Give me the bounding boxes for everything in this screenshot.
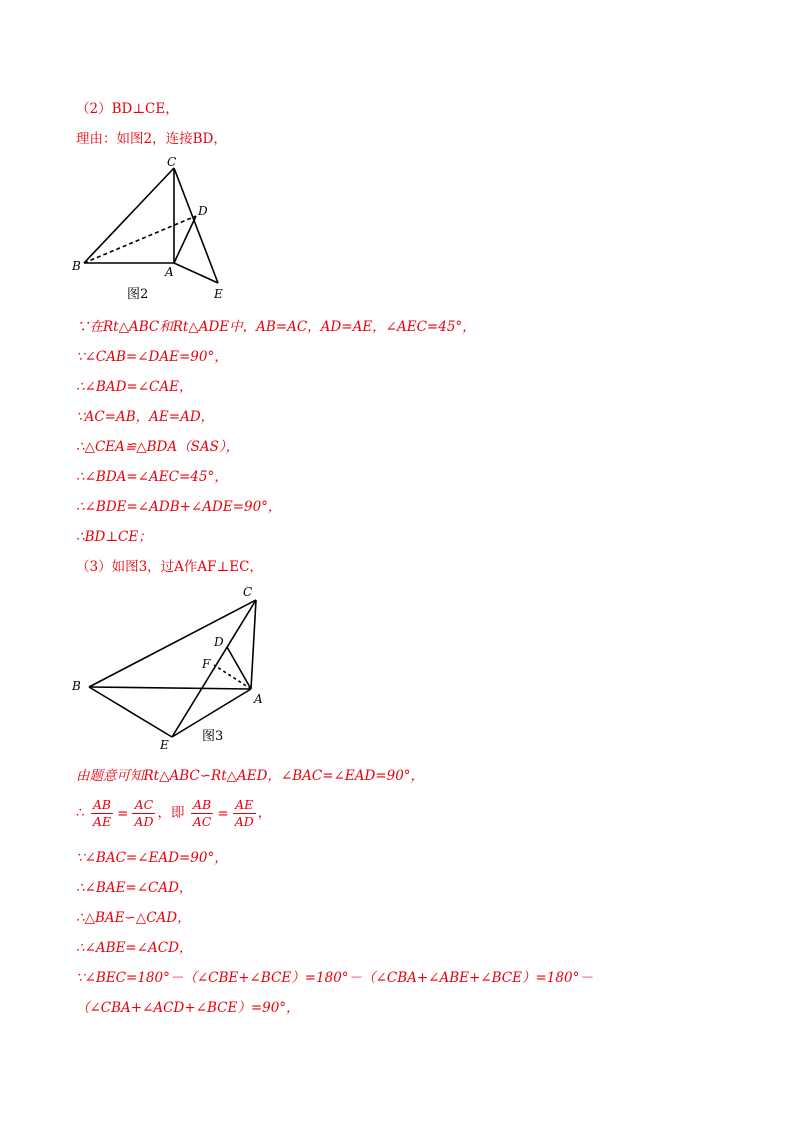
fig2-edge-BC [84,168,174,263]
line-step-7: ∵∠BAC=∠EAD=90°， [76,850,228,866]
line-part2-claim: （2）BD⊥CE， [76,101,179,117]
line-step-9: ∴△BAE∽△CAD， [76,910,191,926]
fig2-label-E: E [214,287,223,301]
line-step-5: ∴∠BDA=∠AEC=45°， [76,469,228,485]
fig3-edge-BA [89,687,251,689]
line-step-4: ∴△CEA≌△BDA（SAS）， [76,439,240,455]
fig3-caption: 图3 [202,729,224,744]
fig3-edge-CA [251,600,256,689]
fig3-edge-BC [89,600,256,687]
line-step-2: ∴∠BAD=∠CAE， [76,379,193,395]
fig2-caption: 图2 [127,287,149,302]
ratio-connector: ，即 [157,805,185,821]
ratio-end: ， [257,805,272,821]
line-ratio [76,795,271,832]
fig3-label-B: B [72,679,81,693]
fig2-label-B: B [72,259,81,273]
fig3-edge-CE [172,600,256,737]
fig3-label-F: F [202,657,211,671]
fraction-numerator: AC [132,797,155,814]
fraction-ab-ac [191,797,214,830]
line-given: ∵在Rt△ABC和Rt△ADE中，AB=AC，AD=AE，∠AEC=45°， [76,319,476,335]
fig2-label-C: C [167,155,177,169]
line-similar: 由题意可知Rt△ABC∽Rt△AED，∠BAC=∠EAD=90°， [76,768,425,784]
fig2-edge-BD [84,216,196,263]
fraction-denominator: AE [92,814,112,829]
line-part3: （3）如图3，过A作AF⊥EC， [76,559,263,575]
line-step-12: （∠CBA+∠ACD+∠BCE）=90°， [76,1000,300,1016]
fig3-label-A: A [254,692,263,706]
fig2-label-A: A [165,265,174,279]
fraction-numerator: AB [92,797,112,812]
fig3-label-D: D [214,635,224,649]
line-step-6: ∴∠BDE=∠ADB+∠ADE=90°， [76,499,282,515]
fig3-edge-BE [89,687,172,737]
line-step-10: ∴∠ABE=∠ACD， [76,940,193,956]
line-step-3: ∵AC=AB，AE=AD， [76,409,215,425]
fig3-edge-AF [214,665,251,689]
fraction-ac-ad [132,797,155,830]
equals-sign: = [117,805,129,822]
line-reason: 理由：如图2，连接BD， [76,131,227,147]
fig3-label-E: E [160,738,169,752]
line-step-11: ∵∠BEC=180°－（∠CBE+∠BCE）=180°－（∠CBA+∠ABE+∠BCE）=180°－ [76,970,593,986]
fraction-numerator: AE [233,797,256,814]
fig2-label-D: D [198,204,208,218]
line-step-8: ∴∠BAE=∠CAD， [76,880,193,896]
line-conclusion-2: ∴BD⊥CE； [76,529,152,545]
fraction-denominator: AD [234,814,254,829]
equals-sign: = [217,805,229,822]
fraction-denominator: AC [192,814,212,829]
fraction-denominator: AD [134,814,154,829]
fraction-ae-ad [233,797,256,830]
fig3-edge-AD [227,647,251,689]
fraction-ab-ae [91,797,113,830]
line-step-1: ∵∠CAB=∠DAE=90°， [76,349,228,365]
fraction-numerator: AB [191,797,214,814]
therefore-symbol: ∴ [76,805,85,821]
fig3-label-C: C [243,585,253,599]
